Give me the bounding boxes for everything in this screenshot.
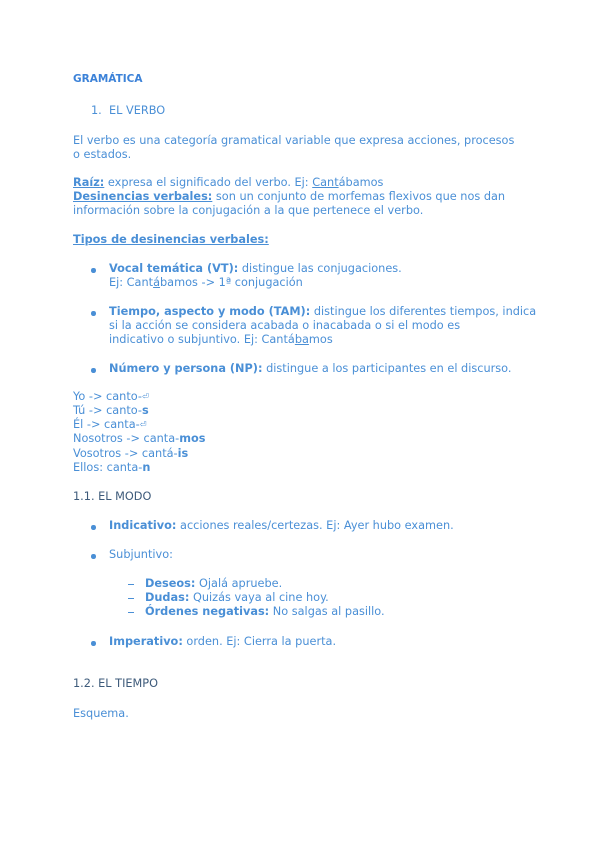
bullet-subjuntivo xyxy=(109,548,173,562)
sub-item-deseos xyxy=(145,577,282,591)
bullet-icon xyxy=(91,641,96,646)
vt-text: distingue las conjugaciones. xyxy=(238,262,402,275)
bullet-icon xyxy=(91,554,96,559)
np-text: distingue a los participantes en el discurso. xyxy=(262,362,512,375)
tam-example-post: mos xyxy=(308,333,333,346)
dash-icon xyxy=(128,584,134,585)
conjugation-ending: mos xyxy=(179,432,206,445)
tiempo-text: Esquema. xyxy=(73,707,129,720)
tam-example-pre: indicativo o subjuntivo. Ej: Cantá xyxy=(109,333,295,346)
sub-item-text: Ojalá apruebe. xyxy=(195,577,283,590)
raiz-paragraph xyxy=(73,176,383,190)
bullet-icon xyxy=(91,368,96,373)
conjugation-stem: Vosotros -> cantá- xyxy=(73,447,178,460)
bullet-tam-line-2: si la acción se considera acabada o inacabada o si el modo es xyxy=(109,319,461,332)
sub-item-term: Deseos: xyxy=(145,577,196,590)
conjugation-line xyxy=(73,390,149,404)
bullet-icon xyxy=(91,525,96,530)
vt-example-vowel: á xyxy=(153,276,161,289)
sub-item-text: Quizás vaya al cine hoy. xyxy=(189,591,329,604)
bullet-tam-line-1 xyxy=(109,305,536,319)
imperativo-text: orden. Ej: Cierra la puerta. xyxy=(182,635,337,648)
conjugation-line xyxy=(73,447,188,461)
bullet-vt-line-2 xyxy=(109,276,303,290)
subjuntivo-term: Subjuntivo: xyxy=(109,548,173,561)
conjugation-ending: s xyxy=(142,404,149,417)
desinencias-paragraph-line-1 xyxy=(73,190,505,204)
definition-line-1: El verbo es una categoría gramatical variable que expresa acciones, procesos xyxy=(73,134,515,147)
sub-item-term: Órdenes negativas: xyxy=(145,605,270,618)
sub-item-dudas xyxy=(145,591,329,605)
sub-item-term: Dudas: xyxy=(145,591,190,604)
conjugation-ending: n xyxy=(142,461,151,474)
conjugation-line xyxy=(73,432,206,446)
tipos-heading: Tipos de desinencias verbales: xyxy=(73,233,269,246)
indicativo-term: Indicativo: xyxy=(109,519,177,532)
conjugation-stem: Yo -> canto- xyxy=(73,390,142,403)
sub-item-ordenes xyxy=(145,605,385,619)
bullet-icon xyxy=(91,311,96,316)
indicativo-text: acciones reales/certezas. Ej: Ayer hubo examen. xyxy=(176,519,454,532)
bullet-icon xyxy=(91,268,96,273)
raiz-text: expresa el significado del verbo. Ej: xyxy=(104,176,313,189)
raiz-example-rest: ábamos xyxy=(338,176,384,189)
conjugation-ending: is xyxy=(177,447,189,460)
bullet-indicativo xyxy=(109,519,454,533)
imperativo-term: Imperativo: xyxy=(109,635,183,648)
dash-icon xyxy=(128,612,134,613)
conjugation-line xyxy=(73,461,150,475)
conjugation-stem: Ellos: canta- xyxy=(73,461,143,474)
section-number: 1. xyxy=(91,104,102,117)
document-title: GRAMÁTICA xyxy=(73,73,143,85)
raiz-term: Raíz: xyxy=(73,176,105,189)
section-heading-tiempo: 1.2. EL TIEMPO xyxy=(73,677,158,690)
return-mark-icon: ⏎ xyxy=(141,392,149,401)
tam-text: distingue los diferentes tiempos, indica xyxy=(310,305,537,318)
conjugation-stem: Tú -> canto- xyxy=(73,404,142,417)
dash-icon xyxy=(128,598,134,599)
bullet-tam-line-3 xyxy=(109,333,333,347)
section-label: EL VERBO xyxy=(108,104,166,117)
return-mark-icon: ⏎ xyxy=(139,420,147,429)
conjugation-line xyxy=(73,404,149,418)
desinencias-text-1: son un conjunto de morfemas flexivos que nos dan xyxy=(212,190,506,203)
conjugation-line xyxy=(73,418,146,432)
sub-item-text: No salgas al pasillo. xyxy=(269,605,385,618)
vt-term: Vocal temática (VT): xyxy=(109,262,239,275)
conjugation-stem: Él -> canta- xyxy=(73,418,140,431)
section-heading-verbo xyxy=(91,104,165,118)
bullet-imperativo xyxy=(109,635,336,649)
desinencias-paragraph-line-2: información sobre la conjugación a la que pertenece el verbo. xyxy=(73,204,424,217)
bullet-vt-line-1 xyxy=(109,262,402,276)
conjugation-stem: Nosotros -> canta- xyxy=(73,432,180,445)
tam-term: Tiempo, aspecto y modo (TAM): xyxy=(109,305,311,318)
vt-example-pre: Ej: Cant xyxy=(109,276,154,289)
raiz-example-root: Cant xyxy=(312,176,339,189)
np-term: Número y persona (NP): xyxy=(109,362,263,375)
desinencias-term: Desinencias verbales: xyxy=(73,190,213,203)
section-heading-modo: 1.1. EL MODO xyxy=(73,490,152,503)
definition-line-2: o estados. xyxy=(73,148,132,161)
vt-example-post: bamos -> 1ª conjugación xyxy=(160,276,303,289)
tam-example-morpheme: ba xyxy=(294,333,309,346)
bullet-np xyxy=(109,362,511,376)
